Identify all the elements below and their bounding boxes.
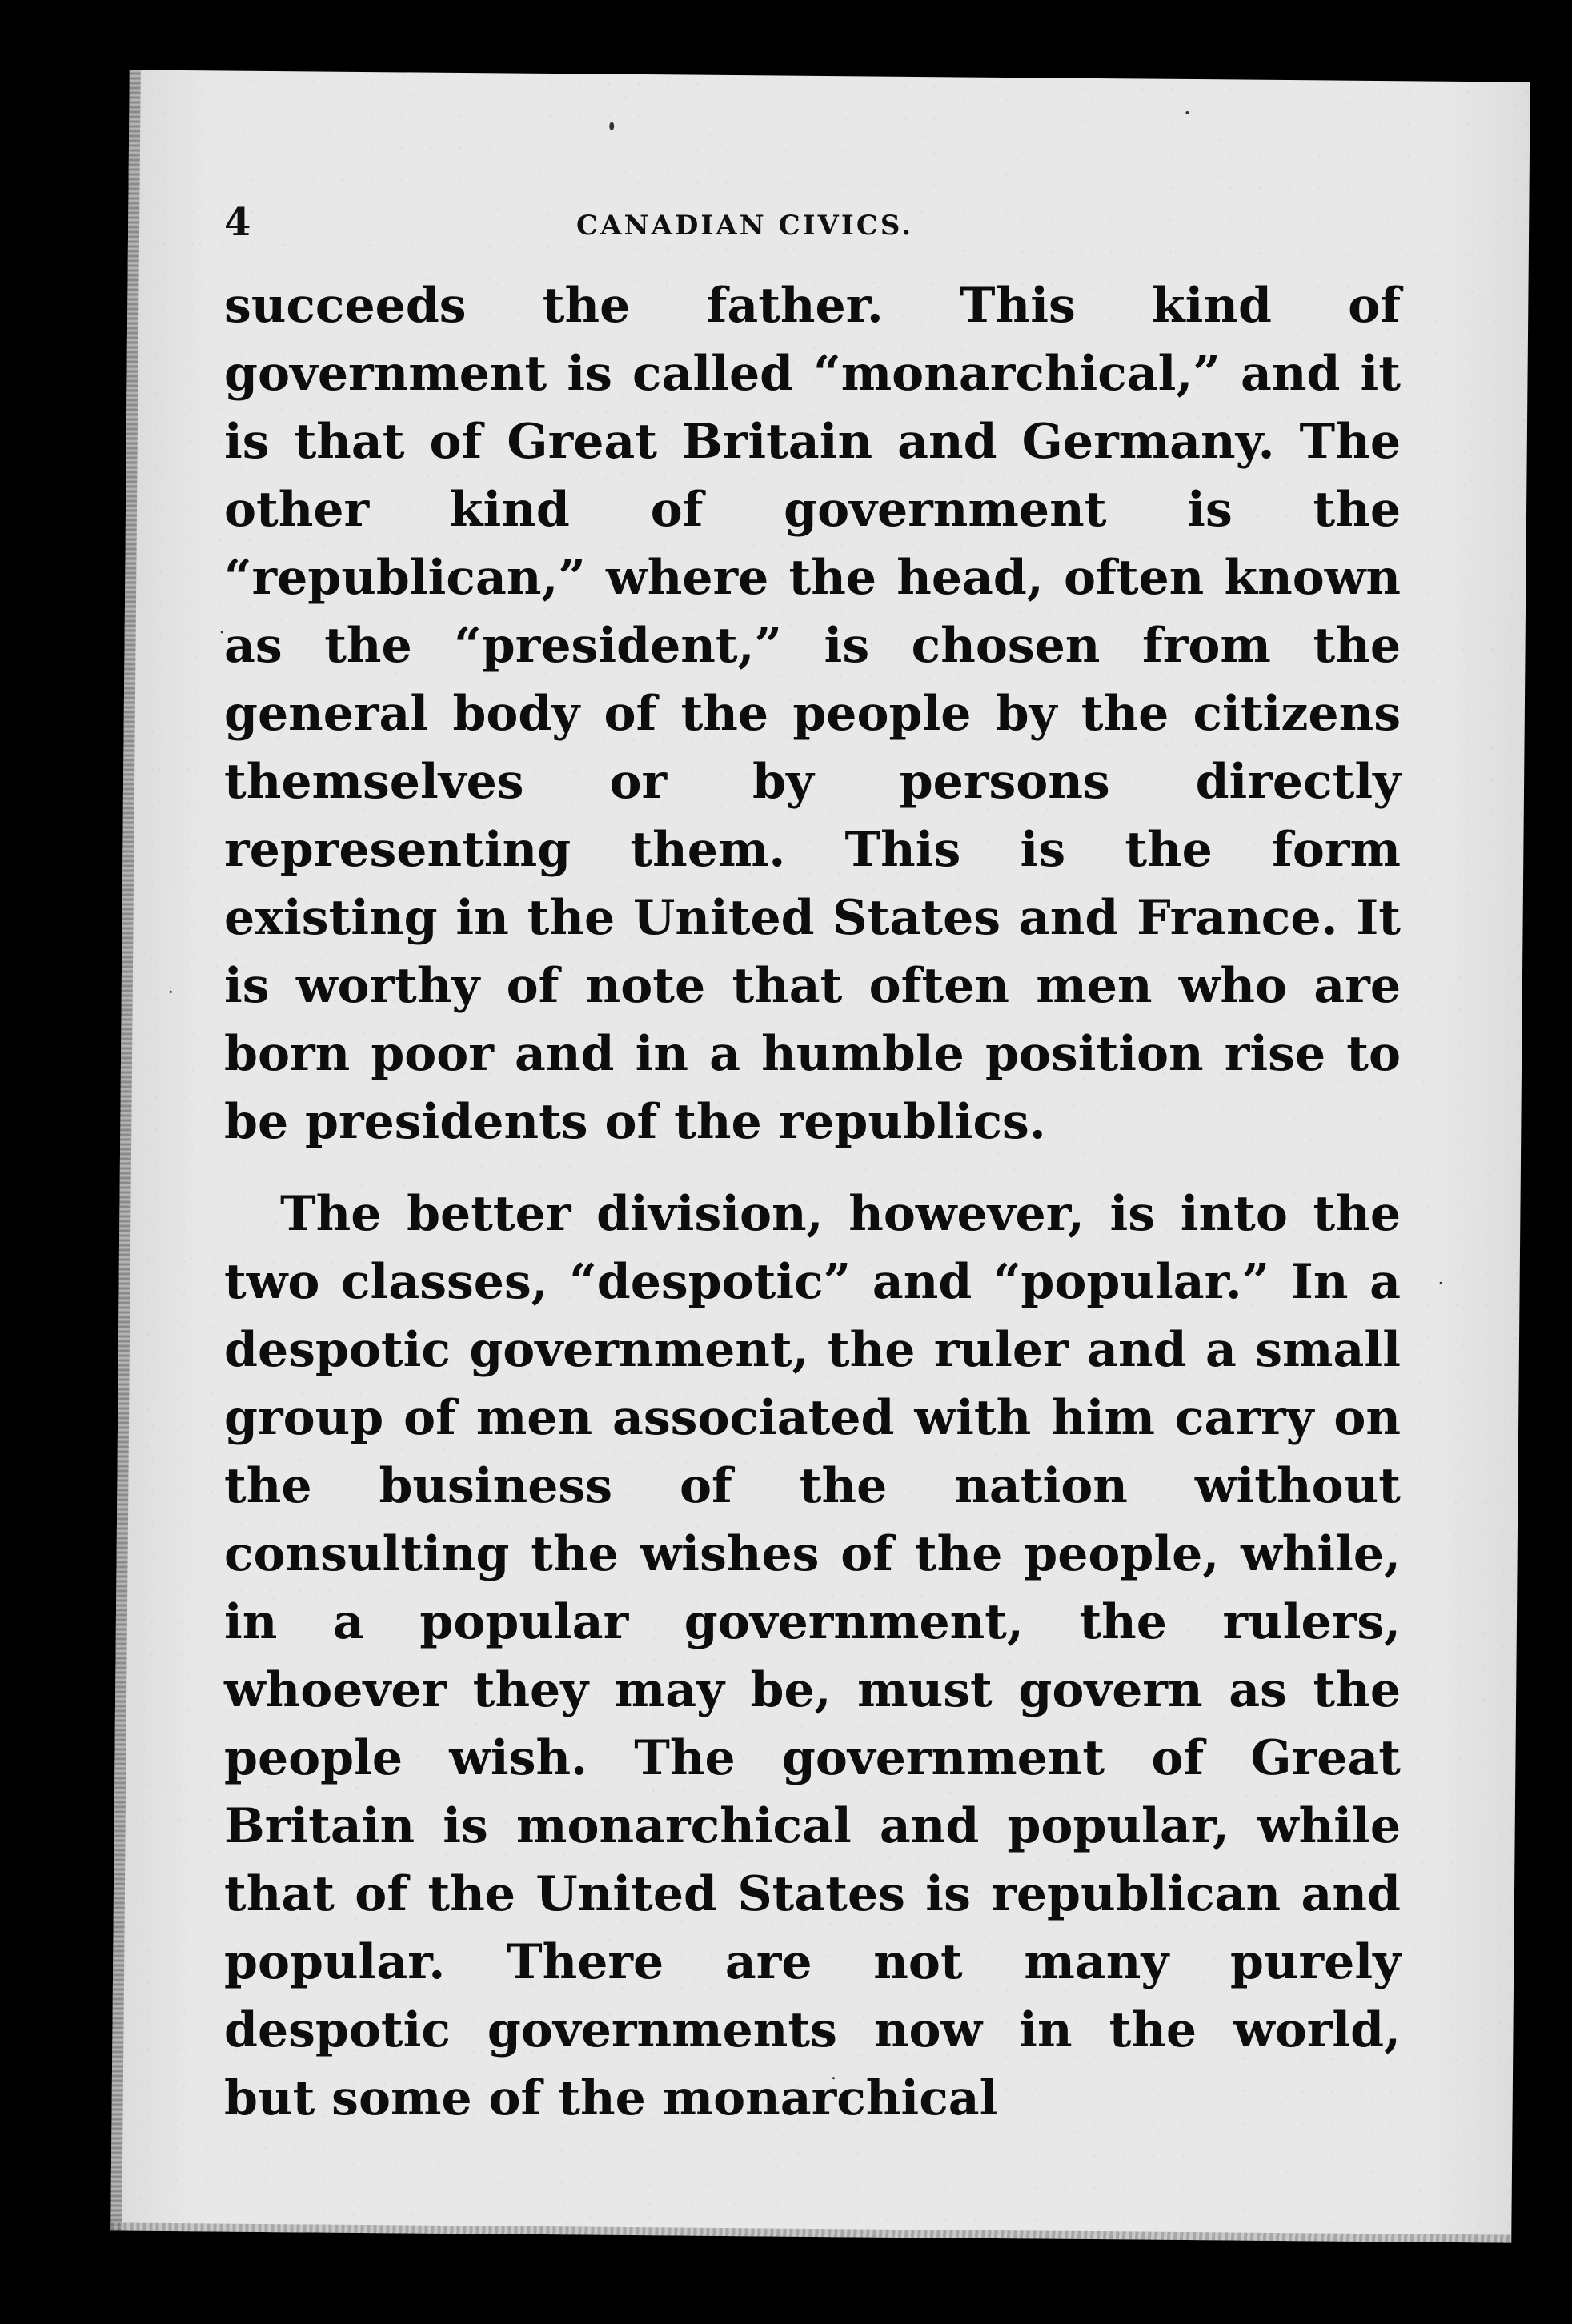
paper-specks <box>130 70 1530 82</box>
page-number: 4 <box>224 200 251 245</box>
page-edge-left <box>110 70 141 2230</box>
body-text <box>224 272 1401 2133</box>
paragraph: The better division, however, is into the two classes, “despotic” and “popular.” In a despotic government, the ruler and a small group of men associated with him carry on the business of the nation without consulting the wishes of the people, while, in a popular government, the rulers, whoever they may be, must govern as the people wish. The government of Great Britain is monarchical and popular, while that of the United States is republican and popular. There are not many purely despotic governments now in the world, but some of the monarchical <box>224 1186 1401 2126</box>
page-edge-bottom <box>110 2222 1511 2242</box>
running-title: CANADIAN CIVICS. <box>576 210 914 242</box>
paragraph: succeeds the father. This kind of government is called “monarchical,” and it is that of Great Britain and Germany. The other kind of government is the “republican,” where the head, often known as the “president,” is chosen from the general body of the people by the citizens themselves or by persons directly representing them. This is the form existing in the United States and France. It is worthy of note that often men who are born poor and in a humble position rise to be presidents of the republics. <box>224 278 1401 1150</box>
running-head <box>224 200 1385 256</box>
